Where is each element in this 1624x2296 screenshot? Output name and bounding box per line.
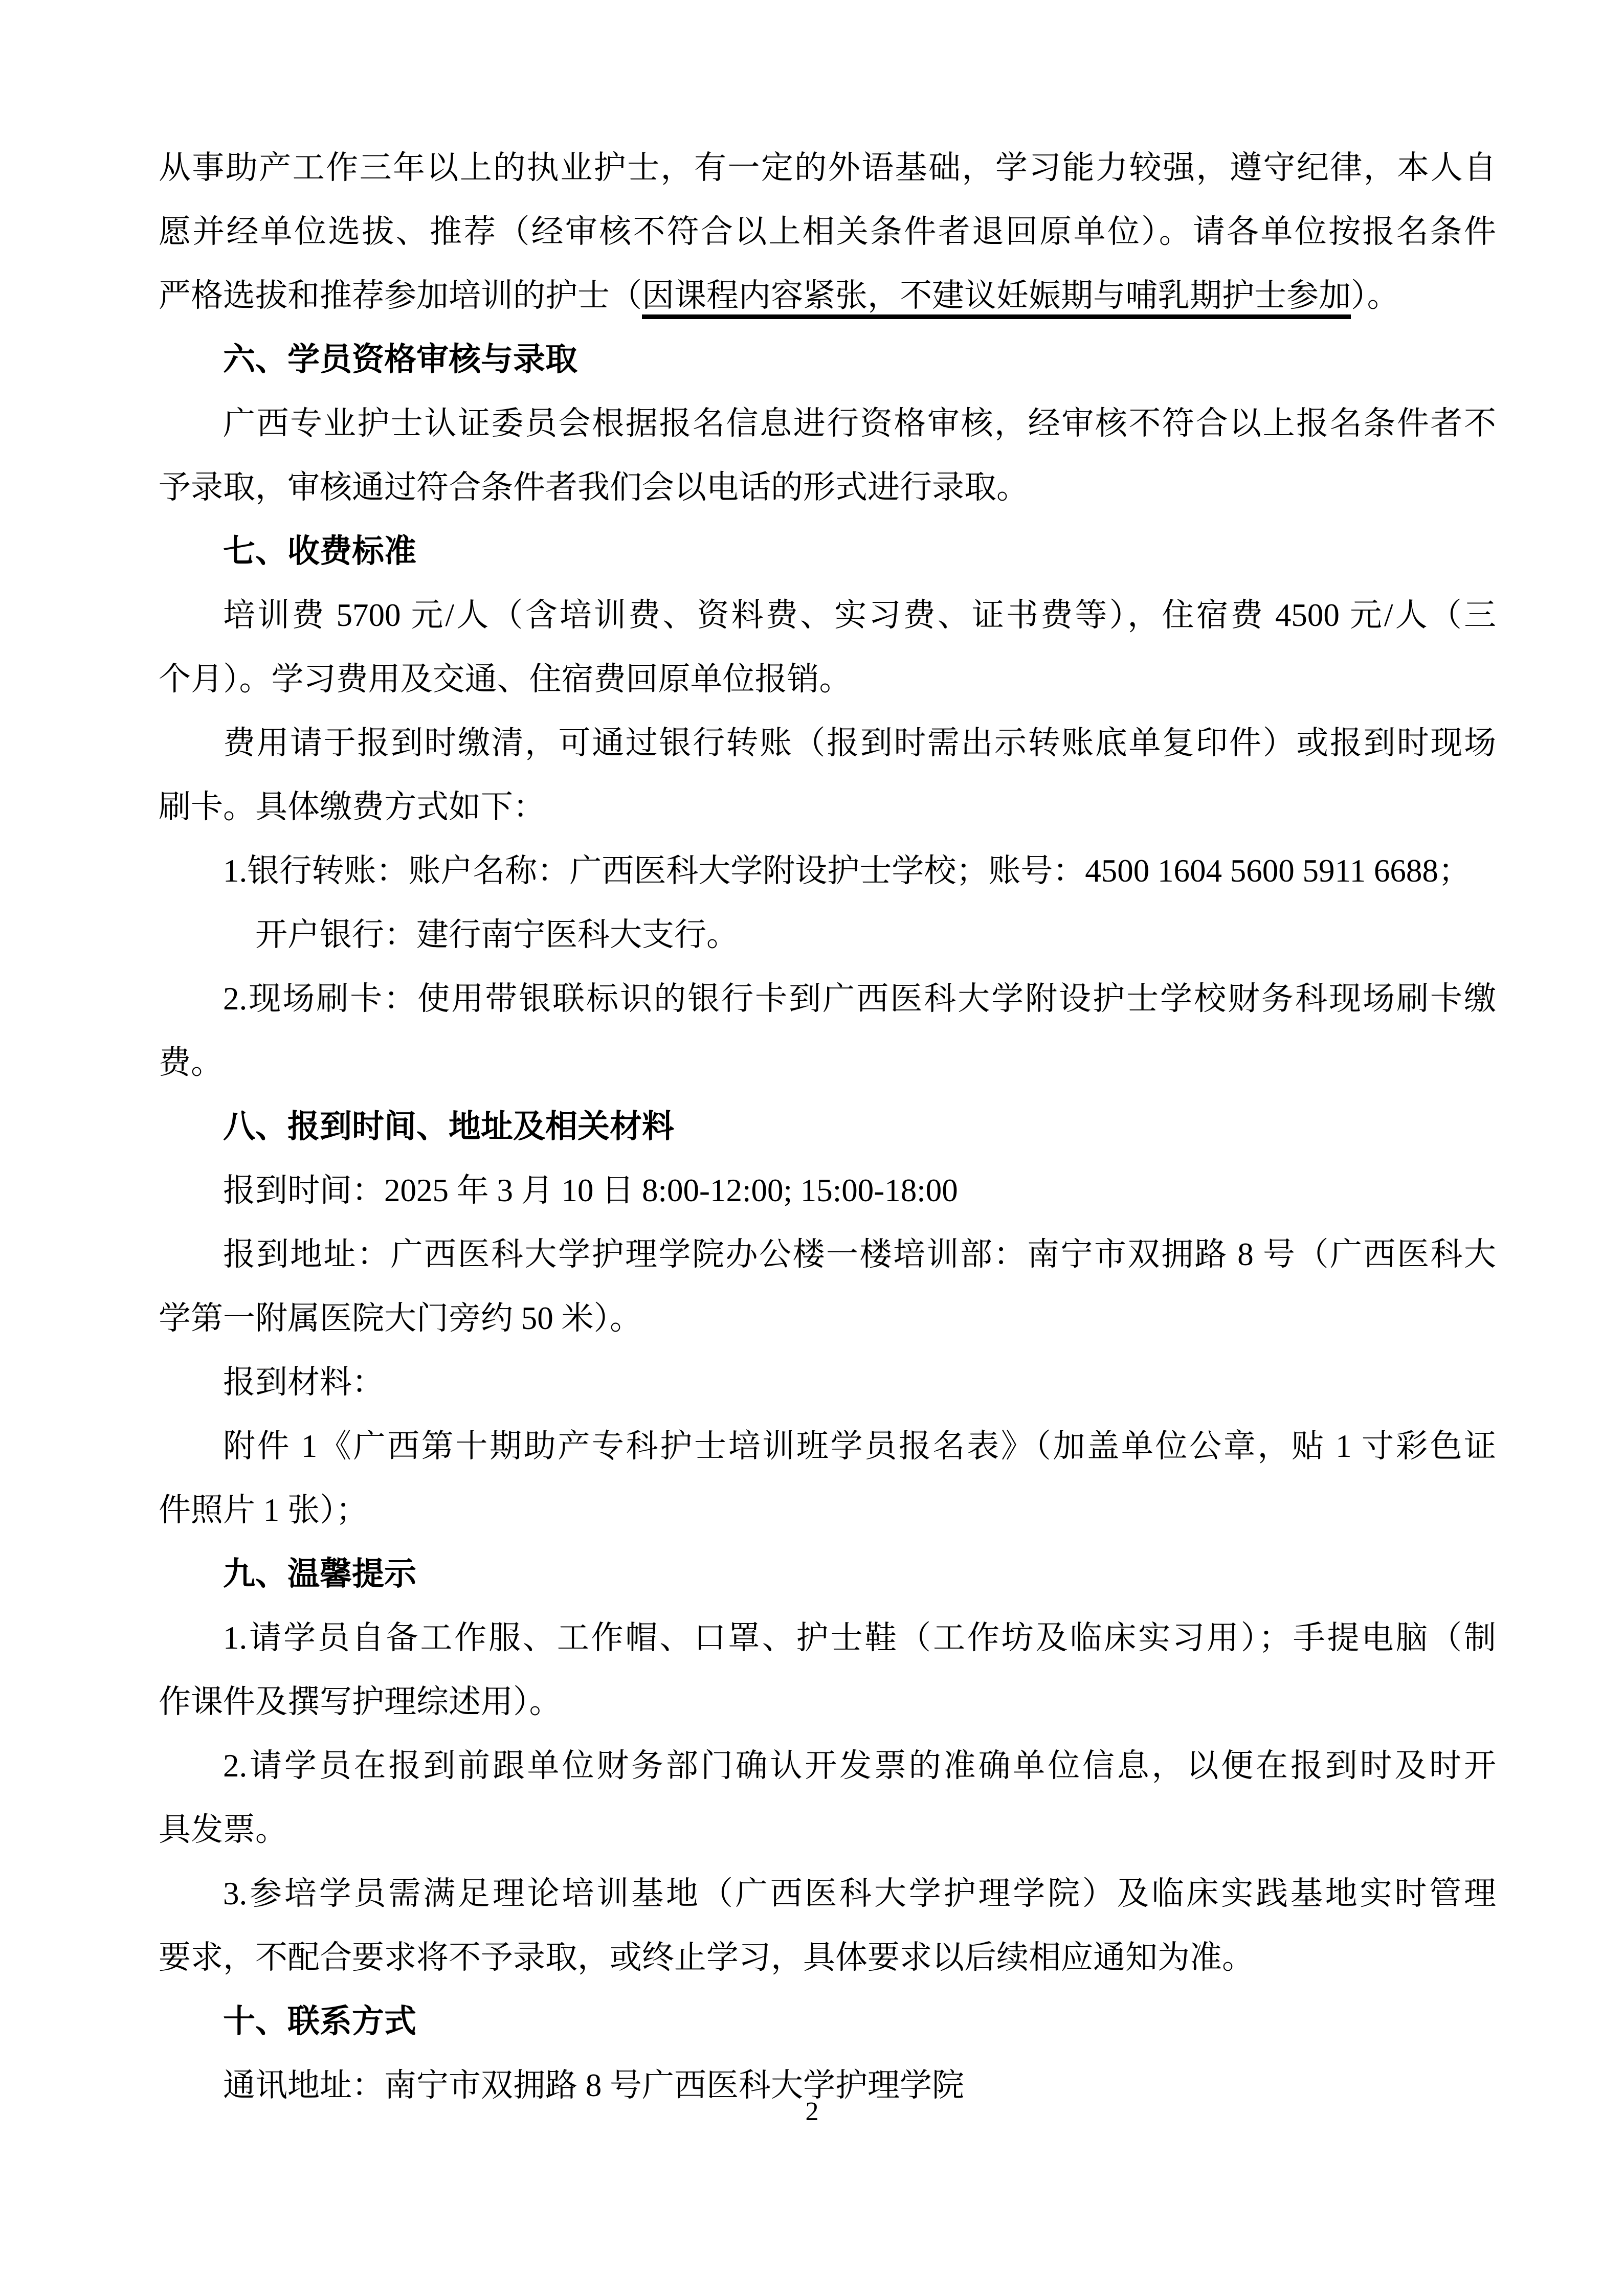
text-line: 2.现场刷卡：使用带银联标识的银行卡到广西医科大学附设护士学校财务科现场刷卡缴 xyxy=(223,981,1496,1017)
text-line: 作课件及撰写护理综述用）。 xyxy=(159,1684,562,1720)
text-line xyxy=(159,264,1496,328)
text-line: 开户银行：建行南宁医科大支行。 xyxy=(255,917,739,953)
text-line: 通讯地址：南宁市双拥路 8 号广西医科大学护理学院 xyxy=(223,2067,964,2103)
text-line: 学第一附属医院大门旁约 50 米）。 xyxy=(159,1300,642,1336)
underlined-text: 因课程内容紧张，不建议妊娠期与哺乳期护士参加 xyxy=(642,278,1351,319)
section-heading: 六、学员资格审核与录取 xyxy=(223,342,577,377)
text-line: 刷卡。具体缴费方式如下： xyxy=(159,789,545,825)
text-line: 报到地址：广西医科大学护理学院办公楼一楼培训部：南宁市双拥路 8 号（广西医科大 xyxy=(223,1236,1496,1272)
section-heading: 十、联系方式 xyxy=(223,2004,416,2039)
text-line: 报到材料： xyxy=(223,1364,384,1400)
text-line: 从事助产工作三年以上的执业护士，有一定的外语基础，学习能力较强，遵守纪律，本人自 xyxy=(159,150,1496,186)
text-line: 愿并经单位选拔、推荐（经审核不符合以上相关条件者退回原单位）。请各单位按报名条件 xyxy=(159,214,1496,250)
text-segment: ）。 xyxy=(1351,278,1399,313)
text-line: 2.请学员在报到前跟单位财务部门确认开发票的准确单位信息，以便在报到时及时开 xyxy=(223,1748,1496,1784)
text-line: 件照片 1 张）； xyxy=(159,1492,368,1528)
text-line: 费用请于报到时缴清，可通过银行转账（报到时需出示转账底单复印件）或报到时现场 xyxy=(223,725,1496,761)
text-line: 具发票。 xyxy=(159,1812,287,1848)
document-text xyxy=(159,136,1496,2118)
text-line: 费。 xyxy=(159,1045,223,1081)
page-number: 2 xyxy=(805,2097,819,2126)
section-heading: 七、收费标准 xyxy=(223,533,416,569)
text-line: 个月）。学习费用及交通、住宿费回原单位报销。 xyxy=(159,661,852,697)
text-line: 3.参培学员需满足理论培训基地（广西医科大学护理学院）及临床实践基地实时管理 xyxy=(223,1876,1496,1911)
text-line: 广西专业护士认证委员会根据报名信息进行资格审核，经审核不符合以上报名条件者不 xyxy=(223,406,1496,441)
text-line: 附件 1《广西第十期助产专科护士培训班学员报名表》（加盖单位公章，贴 1 寸彩色证 xyxy=(223,1428,1496,1464)
text-line: 报到时间：2025 年 3 月 10 日 8:00-12:00; 15:00-18:00 xyxy=(223,1173,958,1208)
text-line: 要求，不配合要求将不予录取，或终止学习，具体要求以后续相应通知为准。 xyxy=(159,1940,1254,1975)
text-line: 1.请学员自备工作服、工作帽、口罩、护士鞋（工作坊及临床实习用）；手提电脑（制 xyxy=(223,1620,1496,1656)
text-segment: 严格选拔和推荐参加培训的护士（ xyxy=(159,278,642,313)
text-line: 培训费 5700 元/人（含培训费、资料费、实习费、证书费等），住宿费 4500 元/人（三 xyxy=(223,597,1496,633)
section-heading: 九、温馨提示 xyxy=(223,1556,416,1592)
text-line: 予录取，审核通过符合条件者我们会以电话的形式进行录取。 xyxy=(159,469,1029,505)
text-line: 1.银行转账：账户名称：广西医科大学附设护士学校；账号：4500 1604 5600 5911 6688； xyxy=(223,853,1471,889)
section-heading: 八、报到时间、地址及相关材料 xyxy=(223,1109,674,1144)
